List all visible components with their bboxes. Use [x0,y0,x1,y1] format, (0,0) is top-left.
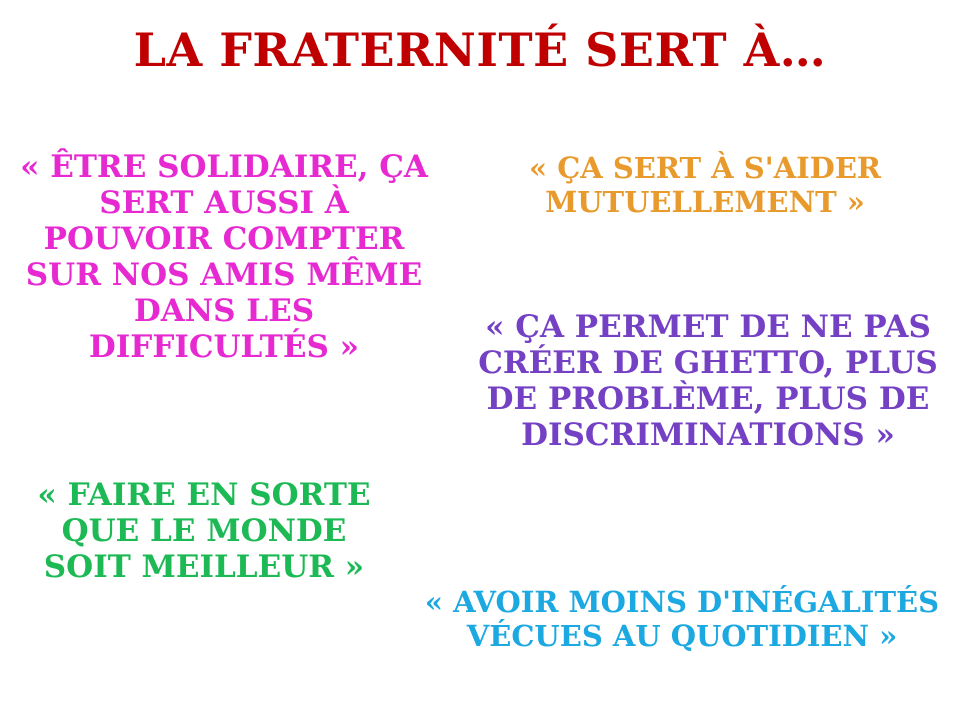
quote-moins-inegalites: « AVOIR MOINS D'INÉGALITÉS VÉCUES AU QUOTIDIEN » [424,585,940,653]
quote-ghetto-discriminations: « ÇA PERMET DE NE PAS CRÉER DE GHETTO, PLUS DE PROBLÈME, PLUS DE DISCRIMINATIONS » [478,309,938,453]
slide-title: LA FRATERNITÉ SERT À… [133,23,827,77]
quote-solidaire: « ÊTRE SOLIDAIRE, ÇA SERT AUSSI À POUVOIR COMPTER SUR NOS AMIS MÊME DANS LES DIFFICULTÉS » [20,149,428,365]
quote-monde-meilleur: « FAIRE EN SORTE QUE LE MONDE SOIT MEILLEUR » [37,477,371,585]
quote-aider-mutuellement: « ÇA SERT À S'AIDER MUTUELLEMENT » [528,151,882,219]
